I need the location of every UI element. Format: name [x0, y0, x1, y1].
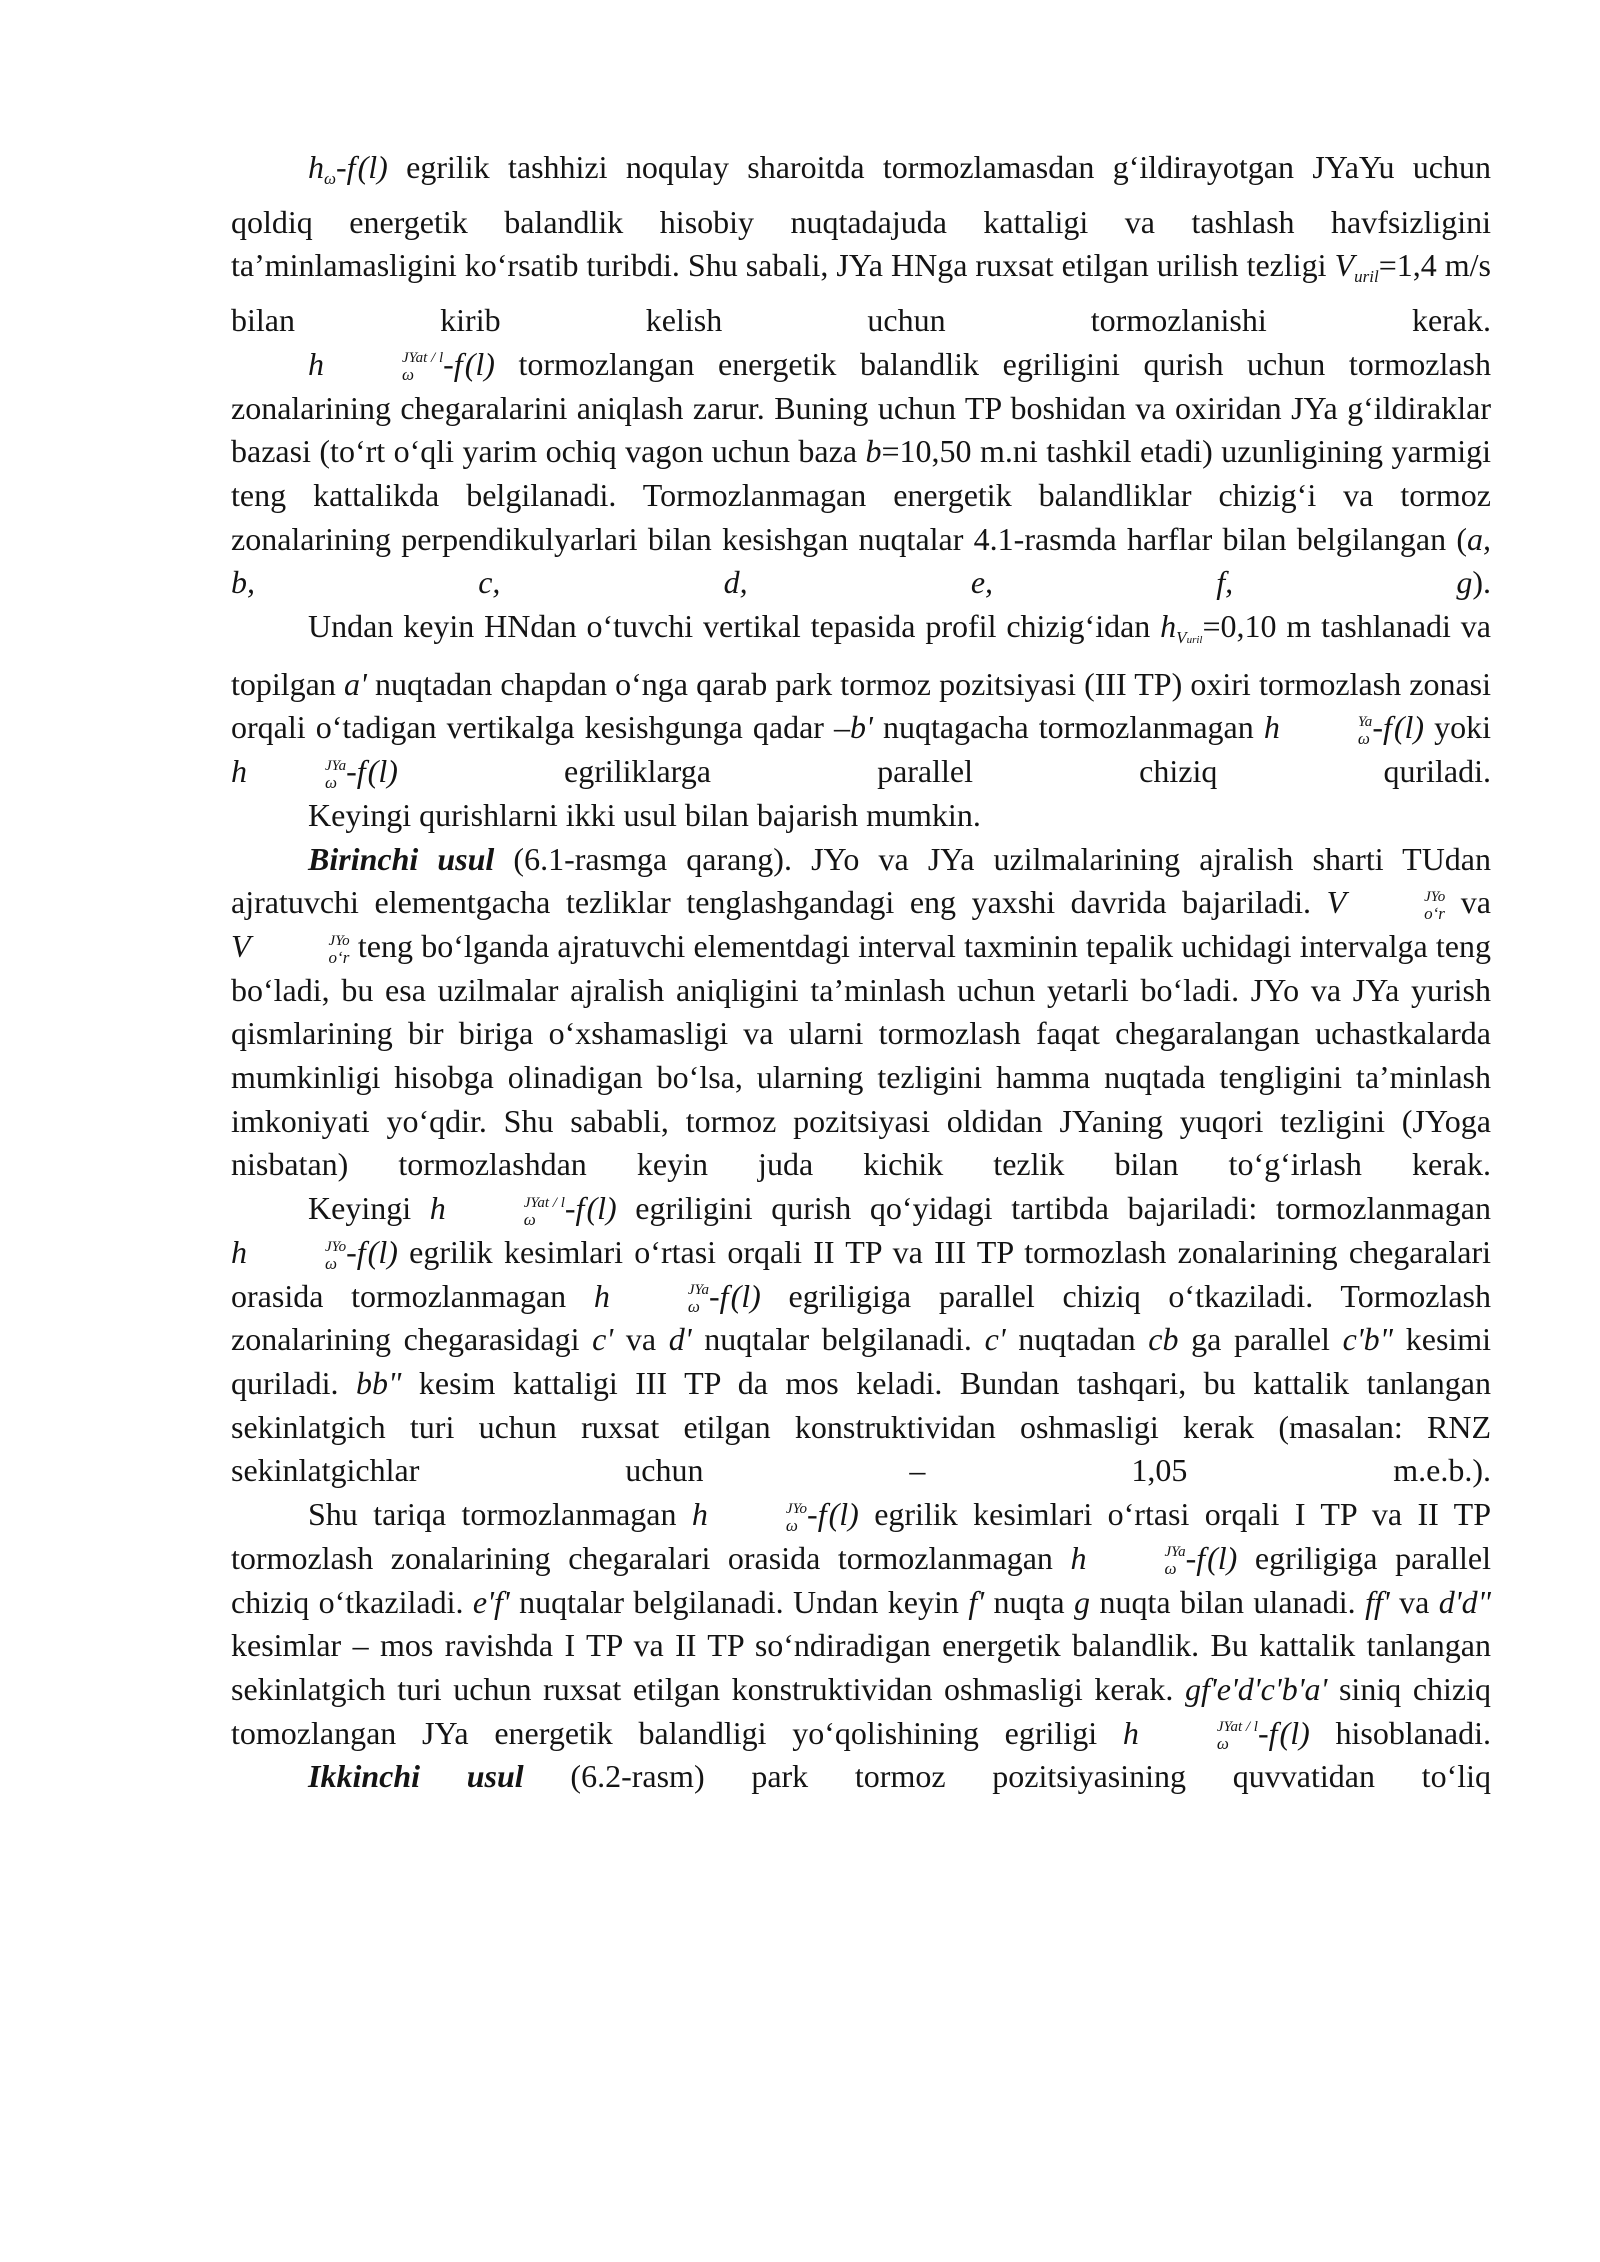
- paragraph-3: Undan keyin HNdan o‘tuvchi vertikal tepasida profil chizig‘idan $h_{Vuril}=0,10$ m tashlanadi va topilgan a' nuqtadan chapdan o‘nga qarab park tormoz pozitsiyasi (III TP) oxiri tormozlash zonasi orqali o‘tadigan vertikalga kesishgunga qadar –b' nuqtagacha tormozlanmagan h Ya ω -f(l) yoki h JYa ω -f(l) egriliklarga parallel chiziq quriladi.: [231, 608, 1492, 792]
- paragraph-6: Keyingi h JYat / l ω -f(l) egriligini qurish qo‘yidagi tartibda bajariladi: tormozlanmagan h JYo ω -f(l) egrilik kesimlari o‘rtasi orqali II TP va III TP tormozlash zonalarining chegaralari orasida tormozlanmagan h JYa ω -f(l) egriligiga parallel chiziq o‘tkaziladi. Tormozlash zonalarining chegarasidagi c' va d' nuqtalar belgilanadi. c' nuqtadan cb ga parallel c'b" kesimi quriladi. bb" kesim kattaligi III TP da mos keladi. Bundan tashqari, bu kattalik tanlangan sekinlatgich turi uchun ruxsat etilgan konstruktividan oshmasligi kerak (masalan: RNZ sekinlatgichlar uchun – 1,05 m.e.b.).: [231, 1190, 1492, 1489]
- paragraph-5: Birinchi usul (6.1-rasmga qarang). JYo va JYa uzilmalarining ajralish sharti TUdan ajratuvchi elementgacha tezliklar tenglashgandagi eng yaxshi davrida bajariladi. V JYo o‘r va V JYo o‘r teng bo‘lganda ajratuvchi elementdagi interval taxminin tepalik uchidagi intervalga teng bo‘ladi, bu esa uzilmalar ajralish aniqligini ta’minlash uchun yetarli bo‘ladi. JYo va JYa yurish qismlarining bir biriga o‘xshamasligi va ularni tormozlash faqat chegaralangan uchastkalarda mumkinligi hisobga olinadigan bo‘lsa, ularning tezligini hamma nuqtada tengligini ta’minlash imkoniyati yo‘qdir. Shu sababli, tormoz pozitsiyasi oldidan JYaning yuqori tezligini (JYoga nisbatan) tormozlashdan keyin juda kichik tezlik bilan to‘g‘irlash kerak.: [231, 840, 1492, 1183]
- formula-h-jyat-3: h JYat / l ω -f(l): [1122, 1714, 1310, 1754]
- document-page: [231, 146, 1491, 1799]
- formula-h-jyat-2: h JYat / l ω -f(l): [429, 1190, 617, 1229]
- formula-h-jya: h JYa ω -f(l): [231, 753, 398, 792]
- formula-h-jyo-2: h JYo ω -f(l): [691, 1496, 859, 1535]
- formula-h-v-uril: $h_{Vuril}$: [1160, 608, 1203, 648]
- formula-h-jya-3: h JYa ω -f(l): [1070, 1539, 1238, 1579]
- formula-v-jyo-2: V JYo o‘r: [231, 927, 350, 967]
- paragraph-7: Shu tariqa tormozlanmagan h JYo ω -f(l) egrilik kesimlari o‘rtasi orqali I TP va II TP tormozlash zonalarining chegaralari orasida tormozlanmagan h JYa ω -f(l) egriligiga parallel chiziq o‘tkaziladi. e'f' nuqtalar belgilanadi. Undan keyin f' nuqta g nuqta bilan ulanadi. ff' va d'd" kesimlar – mos ravishda I TP va II TP so‘ndiradigan energetik balandlik. Bu kattalik tanlangan sekinlatgich turi uchun ruxsat etilgan konstruktividan oshmasligi kerak. gf'e'd'c'b'a' siniq chiziq tomozlangan JYa energetik balandligi yo‘qolishining egriligi h JYat / l ω -f(l) hisoblanadi.: [231, 1496, 1492, 1754]
- formula-v-jyo-1: V JYo o‘r: [1326, 884, 1446, 923]
- formula-v-uril: $V_{uril}$: [1334, 247, 1379, 287]
- formula-h-jyat: h JYat / l ω -f(l): [308, 345, 495, 385]
- formula-h-jya-2: h JYa ω -f(l): [593, 1277, 761, 1317]
- paragraph-2: h JYat / l ω -f(l) tormozlangan energetik balandlik egriligini qurish uchun tormozlash zonalarining chegaralarini aniqlash zarur. Buning uchun TP boshidan va oxiridan JYa g‘ildiraklar bazasi (to‘rt o‘qli yarim ochiq vagon uchun baza b=10,50 m.ni tashkil etadi) uzunligining yarmigi teng kattalikda belgilanadi. Tormozlanmagan energetik balandliklar chizig‘i va tormoz zonalarining perpendikulyarlari bilan kesishgan nuqtalar 4.1-rasmda harflar bilan belgilangan (a, b, c, d, e, f, g).: [231, 345, 1492, 601]
- paragraph-1: $h_\omega-f(l)$ egrilik tashhizi noqulay sharoitda tormozlamasdan g‘ildirayotgan JYaYu uchun qoldiq energetik balandlik hisobiy nuqtadajuda kattaligi va tashlash havfsizligini ta’minlamasligini ko‘rsatib turibdi. Shu sabali, JYa HNga ruxsat etilgan urilish tezligi $V_{uril}=1,4$ m/s bilan kirib kelish uchun tormozlanishi kerak.: [231, 149, 1492, 339]
- formula-h-jyo: h JYo ω -f(l): [231, 1233, 398, 1273]
- paragraph-4: Keyingi qurishlarni ikki usul bilan bajarish mumkin.: [308, 796, 981, 833]
- paragraph-8: Ikkinchi usul (6.2-rasm) park tormoz pozitsiyasining quvvatidan to‘liq: [308, 1758, 1492, 1795]
- formula-h-ya: h Ya ω -f(l): [1263, 709, 1425, 749]
- formula-h-omega: $h_\omega-f(l)$: [308, 149, 388, 188]
